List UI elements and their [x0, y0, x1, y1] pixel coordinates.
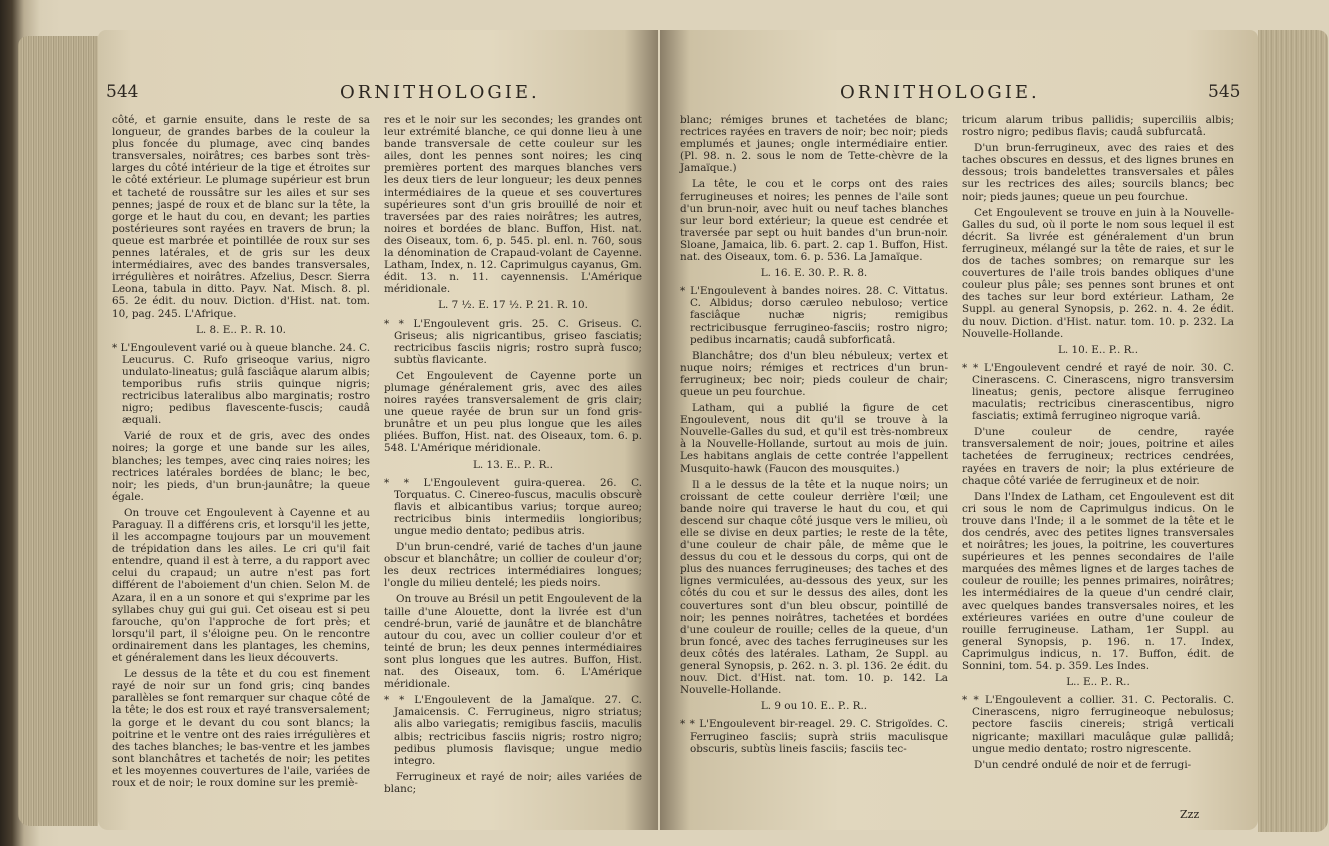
- entry-heading: * * L'Engoulevent guira-querea. 26. C. Torquatus. C. Cinereo-fuscus, maculis obscurè flavis et albicantibus varius; torque aureo; rectricibus binis intermediis longioribus; ungue medio dentato; pedibus atris.: [384, 476, 642, 537]
- entry-heading: * * L'Engoulevent cendré et rayé de noir. 30. C. Cinerascens. C. Cinerascens, nigro transversim lineatus; genis, pectore alisque ferrugineo maculatis; rectricibus cinerascentibus, nigro fasciatis; extimâ ferrugineo nigroque variâ.: [962, 361, 1234, 423]
- right-column-2: [962, 114, 1234, 775]
- left-column-2: [384, 114, 642, 799]
- measurements: L. 9 ou 10. E.. P.. R..: [760, 700, 868, 713]
- measurements: L. 13. E.. P.. R..: [472, 458, 554, 471]
- paragraph: côté, et garnie ensuite, dans le reste de sa longueur, de grandes barbes de la couleur la plus foncée du plumage, avec cinq bandes transversales, noirâtres; ces barbes sont très-larges du côté intérieur de la tige et étroites sur le côté extérieur. Le plumage supérieur est brun et tacheté de roussâtre sur les ailes et sur ses pennes; jaspé de roux et de blanc sur la tête, la gorge et le haut du cou, en devant; les parties postérieures sont rayées en travers de brun; la queue est marbrée et pointillée de roux sur ses pennes latérales, et de gris sur les deux intermédiaires, avec des bandes transversales, irrégulières et noirâtres. Afzelius, Descr. Sierra Leona, tabula in ditto. Payv. Nat. Misch. 8. pl. 65. 2e édit. du nouv. Diction. d'Hist. nat. tom. 10, pag. 245. L'Afrique.: [112, 114, 370, 320]
- left-page-stack: [18, 36, 98, 826]
- left-running-head: ORNITHOLOGIE.: [340, 82, 540, 103]
- left-page-number: 544: [106, 82, 139, 102]
- paragraph: res et le noir sur les secondes; les grandes ont leur extrémité blanche, ce qui donne lieu à une bande transversale de cette couleur sur les ailes, dont les pennes sont noires; les cinq premières portent des marques blanches vers les deux tiers de leur longueur; les deux pennes intermédiaires de la queue et ses couvertures supérieures sont d'un gris brouillé de noir et traversées par des raies noirâtres; les autres, noires et bordées de blanc. Buffon, Hist. nat. des Oiseaux, tom. 6, p. 545. pl. enl. n. 760, sous la dénomination de Crapaud-volant de Cayenne. Latham, Index, n. 12. Caprimulgus cayanus, Gm. édit. 13. n. 11. cayennensis. L'Amérique méridionale.: [384, 114, 642, 296]
- paragraph: D'un cendré ondulé de noir et de ferrugi-: [974, 758, 1192, 771]
- entry-heading: * * L'Engoulevent bir-reagel. 29. C. Strigoïdes. C. Ferrugineo fasciis; suprà striis maculisque obscuris, subtùs lineis fasciis; fasciis tec-: [680, 718, 948, 755]
- paragraph: Blanchâtre; dos d'un bleu nébuleux; vertex et nuque noirs; rémiges et rectrices d'un brun-ferrugineux; bec noir; pieds couleur de chair; queue un peu fourchue.: [680, 349, 948, 398]
- entry-heading: * * L'Engoulevent gris. 25. C. Griseus. C. Griseus; alis nigricantibus, griseo fasciatis; rectricibus fasciis nigris; rostro suprà fusco; subtùs flavicante.: [384, 317, 642, 366]
- entry-heading: * L'Engoulevent varié ou à queue blanche. 24. C. Leucurus. C. Rufo griseoque varius, nigro undulato-lineatus; gulâ fasciâque alarum albis; temporibus rufis striis quinque nigris; rectricibus lateralibus albo marginatis; rostro nigro; pedibus flavescente-fuscis; caudâ æquali.: [112, 341, 370, 427]
- right-running-head: ORNITHOLOGIE.: [840, 82, 1040, 103]
- paragraph: On trouve cet Engoulevent à Cayenne et au Paraguay. Il a différens cris, et lorsqu'il les jette, il les accompagne toujours par un mouvement de trépidation dans les ailes. Le cri qu'il fait entendre, quand il est à terre, a du rapport avec celui du crapaud; un autre n'est pas fort différent de l'aboiement d'un chien. Selon M. de Azara, il en a un sonore et qui s'exprime par les syllabes chuy gui gui gui. Cet oiseau est si peu farouche, qu'on l'approche de fort près; et lorsqu'il part, il s'éloigne peu. On le rencontre ordinairement dans les plantages, les chemins, et généralement dans les lieux découverts.: [112, 506, 370, 665]
- right-page-stack: [1258, 30, 1328, 832]
- measurements: L. 10. E.. P.. R..: [1057, 343, 1139, 356]
- paragraph: On trouve au Brésil un petit Engoulevent de la taille d'une Alouette, dont la livrée est d'un cendré-brun, varié de jaunâtre et de blanchâtre autour du cou, avec un collier couleur d'or et teinté de brun; les deux pennes intermédiaires sont plus longues que les autres. Buffon, Hist. nat. des Oiseaux, tom. 6. L'Amérique méridionale.: [384, 593, 642, 691]
- paragraph: D'une couleur de cendre, rayée transversalement de noir; joues, poitrine et ailes tachetées de ferrugineux; rectrices cendrées, rayées en travers de noir; la plus extérieure de chaque côté variée de ferrugineux et de noir.: [962, 426, 1234, 487]
- entry-heading: * L'Engoulevent à bandes noires. 28. C. Vittatus. C. Albidus; dorso cæruleo nebuloso; vertice fasciâque nuchæ nigris; remigibus rectricibusque ferrugineo-fasciis; rostro nigro; pedibus incarnatis; caudâ subforficatâ.: [680, 285, 948, 346]
- left-page: [98, 30, 658, 830]
- paragraph: D'un brun-ferrugineux, avec des raies et des taches obscures en dessus, et des lignes brunes en dessous; trois bandelettes transversales et pâles sur les rectrices des ailes; sourcils blancs; bec noir; pieds jaunes; queue un peu fourchue.: [962, 142, 1234, 203]
- signature-mark: Zzz: [1180, 808, 1200, 821]
- measurements: L.. E.. P.. R..: [1066, 676, 1130, 689]
- entry-heading: * * L'Engoulevent a collier. 31. C. Pectoralis. C. Cinerascens, nigro ferrugineoque nebulosus; pectore fasciis cinereis; strigâ verticali nigricante; maxillari maculâque gulæ pallidâ; ungue medio dentato; rostro nigrescente.: [962, 694, 1234, 755]
- right-page: [660, 30, 1258, 830]
- measurements: L. 16. E. 30. P.. R. 8.: [760, 267, 868, 280]
- paragraph: Dans l'Index de Latham, cet Engoulevent est dit cri sous le nom de Caprimulgus indicus. On le trouve dans l'Inde; il a le sommet de la tête et le dos cendrés, avec des petites lignes transversales et noirâtres; les joues, la poitrine, les couvertures supérieures et les pennes secondaires de l'aile marquées des mêmes lignes et de larges taches de couleur de rouille; les pennes primaires, noirâtres; les intermédiaires de la queue d'un cendré clair, avec quelques bandes transversales noires, et les extérieures variées en outre d'une couleur de rouille ferrugineuse. Latham, 1er Suppl. au general Synopsis, p. 196. n. 17. Index, Caprimulgus indicus, n. 17. Buffon, édit. de Sonnini, tom. 54. p. 359. Les Indes.: [962, 490, 1234, 673]
- paragraph: Ferrugineux et rayé de noir; ailes variées de blanc;: [384, 770, 642, 795]
- left-column-1: [112, 114, 370, 793]
- measurements: L. 7 ½. E. 17 ½. P. 21. R. 10.: [438, 299, 588, 312]
- paragraph: Cet Engoulevent de Cayenne porte un plumage généralement gris, avec des ailes noires rayées transversalement de gris clair; une queue rayée de brun sur un fond gris-brunâtre et un peu plus longue que les ailes pliées. Buffon, Hist. nat. des Oiseaux, tom. 6. p. 548. L'Amérique méridionale.: [384, 369, 642, 455]
- paragraph: Latham, qui a publié la figure de cet Engoulevent, nous dit qu'il se trouve à la Nouvelle-Galles du sud, et qu'il est très-nombreux à la Nouvelle-Hollande, surtout au mois de juin. Les habitans anglais de cette contrée l'appellent Musquito-hawk (Faucon des mousquites.): [680, 402, 948, 475]
- paragraph: D'un brun-cendré, varié de taches d'un jaune obscur et blanchâtre; un collier de couleur d'or; les deux rectrices intermédiaires longues; l'ongle du milieu dentelé; les pieds noirs.: [384, 541, 642, 590]
- paragraph: Le dessus de la tête et du cou est finement rayé de noir sur un fond gris; cinq bandes parallèles se font remarquer sur chaque côté de la tête; le dos est roux et rayé transversalement; la gorge et le devant du cou sont blancs; la poitrine et le ventre ont des raies irrégulières et des taches blanches; le bas-ventre et les jambes sont blanchâtres et tachetés de noir; les petites et les moyennes couvertures de l'aile, variées de roux et de noir; le roux domine sur les premiè-: [112, 668, 370, 789]
- measurements: L. 8. E.. P.. R. 10.: [196, 323, 286, 336]
- right-page-number: 545: [1208, 82, 1241, 102]
- paragraph: Cet Engoulevent se trouve en juin à la Nouvelle-Galles du sud, où il porte le nom sous lequel il est décrit. Sa livrée est généralement d'un brun ferrugineux, mélangé sur la tête de raies, et sur le dos de taches sombres; on remarque sur les couvertures de l'aile trois bandes obliques d'une couleur plus pâle; ses pennes sont brunes et ont des taches sur leur bord extérieur. Latham, 2e Suppl. au general Synopsis, p. 262. n. 4. 2e édit. du nouv. Diction. d'Hist. natur. tom. 10. p. 232. La Nouvelle-Hollande.: [962, 206, 1234, 340]
- paragraph: Il a le dessus de la tête et la nuque noirs; un croissant de cette couleur derrière l'œil; une bande noire qui traverse le haut du cou, et qui descend sur chaque côté jusque vers le milieu, où elle se divise en deux parties; le reste de la tête, d'une couleur de chair pâle, de même que le dessus du cou et le dessous du corps, qui ont de plus des nuances ferrugineuses; des taches et des lignes vermiculées, au-dessous des yeux, sur les côtés du cou et sur le dessus des ailes, dont les couvertures sont d'un bleu obscur, pointillé de noir; les pennes noirâtres, tachetées et bordées d'une couleur de rouille; celles de la queue, d'un brun foncé, avec des taches ferrugineuses sur les deux côtés des latérales. Latham, 2e Suppl. au general Synopsis, p. 262. n. 3. pl. 136. 2e édit. du nouv. Dict. d'Hist. nat. tom. 10. p. 142. La Nouvelle-Hollande.: [680, 478, 948, 697]
- paragraph: blanc; rémiges brunes et tachetées de blanc; rectrices rayées en travers de noir; bec noir; pieds emplumés et jaunes; ongle intermédiaire entier. (Pl. 98. n. 2. sous le nom de Tette-chèvre de la Jamaïque.): [680, 114, 948, 175]
- right-column-1: [680, 114, 948, 759]
- paragraph: Varié de roux et de gris, avec des ondes noires; la gorge et une bande sur les ailes, blanches; les tempes, avec cinq raies noires; les rectrices latérales bordées de blanc; le bec, noir; les pieds, d'un brun-jaunâtre; la queue égale.: [112, 430, 370, 503]
- paragraph: tricum alarum tribus pallidis; superciliis albis; rostro nigro; pedibus flavis; caudâ subfurcatâ.: [962, 114, 1234, 139]
- entry-heading: * * L'Engoulevent de la Jamaïque. 27. C. Jamaicensis. C. Ferrugineus, nigro striatus; alis albo variegatis; remigibus fasciis, maculis albis; rectricibus fasciis nigris; rostro nigro; pedibus plumosis flavisque; ungue medio integro.: [384, 694, 642, 767]
- paragraph: La tête, le cou et le corps ont des raies ferrugineuses et noires; les pennes de l'aile sont d'un brun-noir, avec huit ou neuf taches blanches sur leur bord extérieur; la queue est cendrée et traversée par sept ou huit bandes d'un brun-noir. Sloane, Jamaica, lib. 6. part. 2. cap 1. Buffon, Hist. nat. des Oiseaux, tom. 6. p. 536. La Jamaïque.: [680, 178, 948, 264]
